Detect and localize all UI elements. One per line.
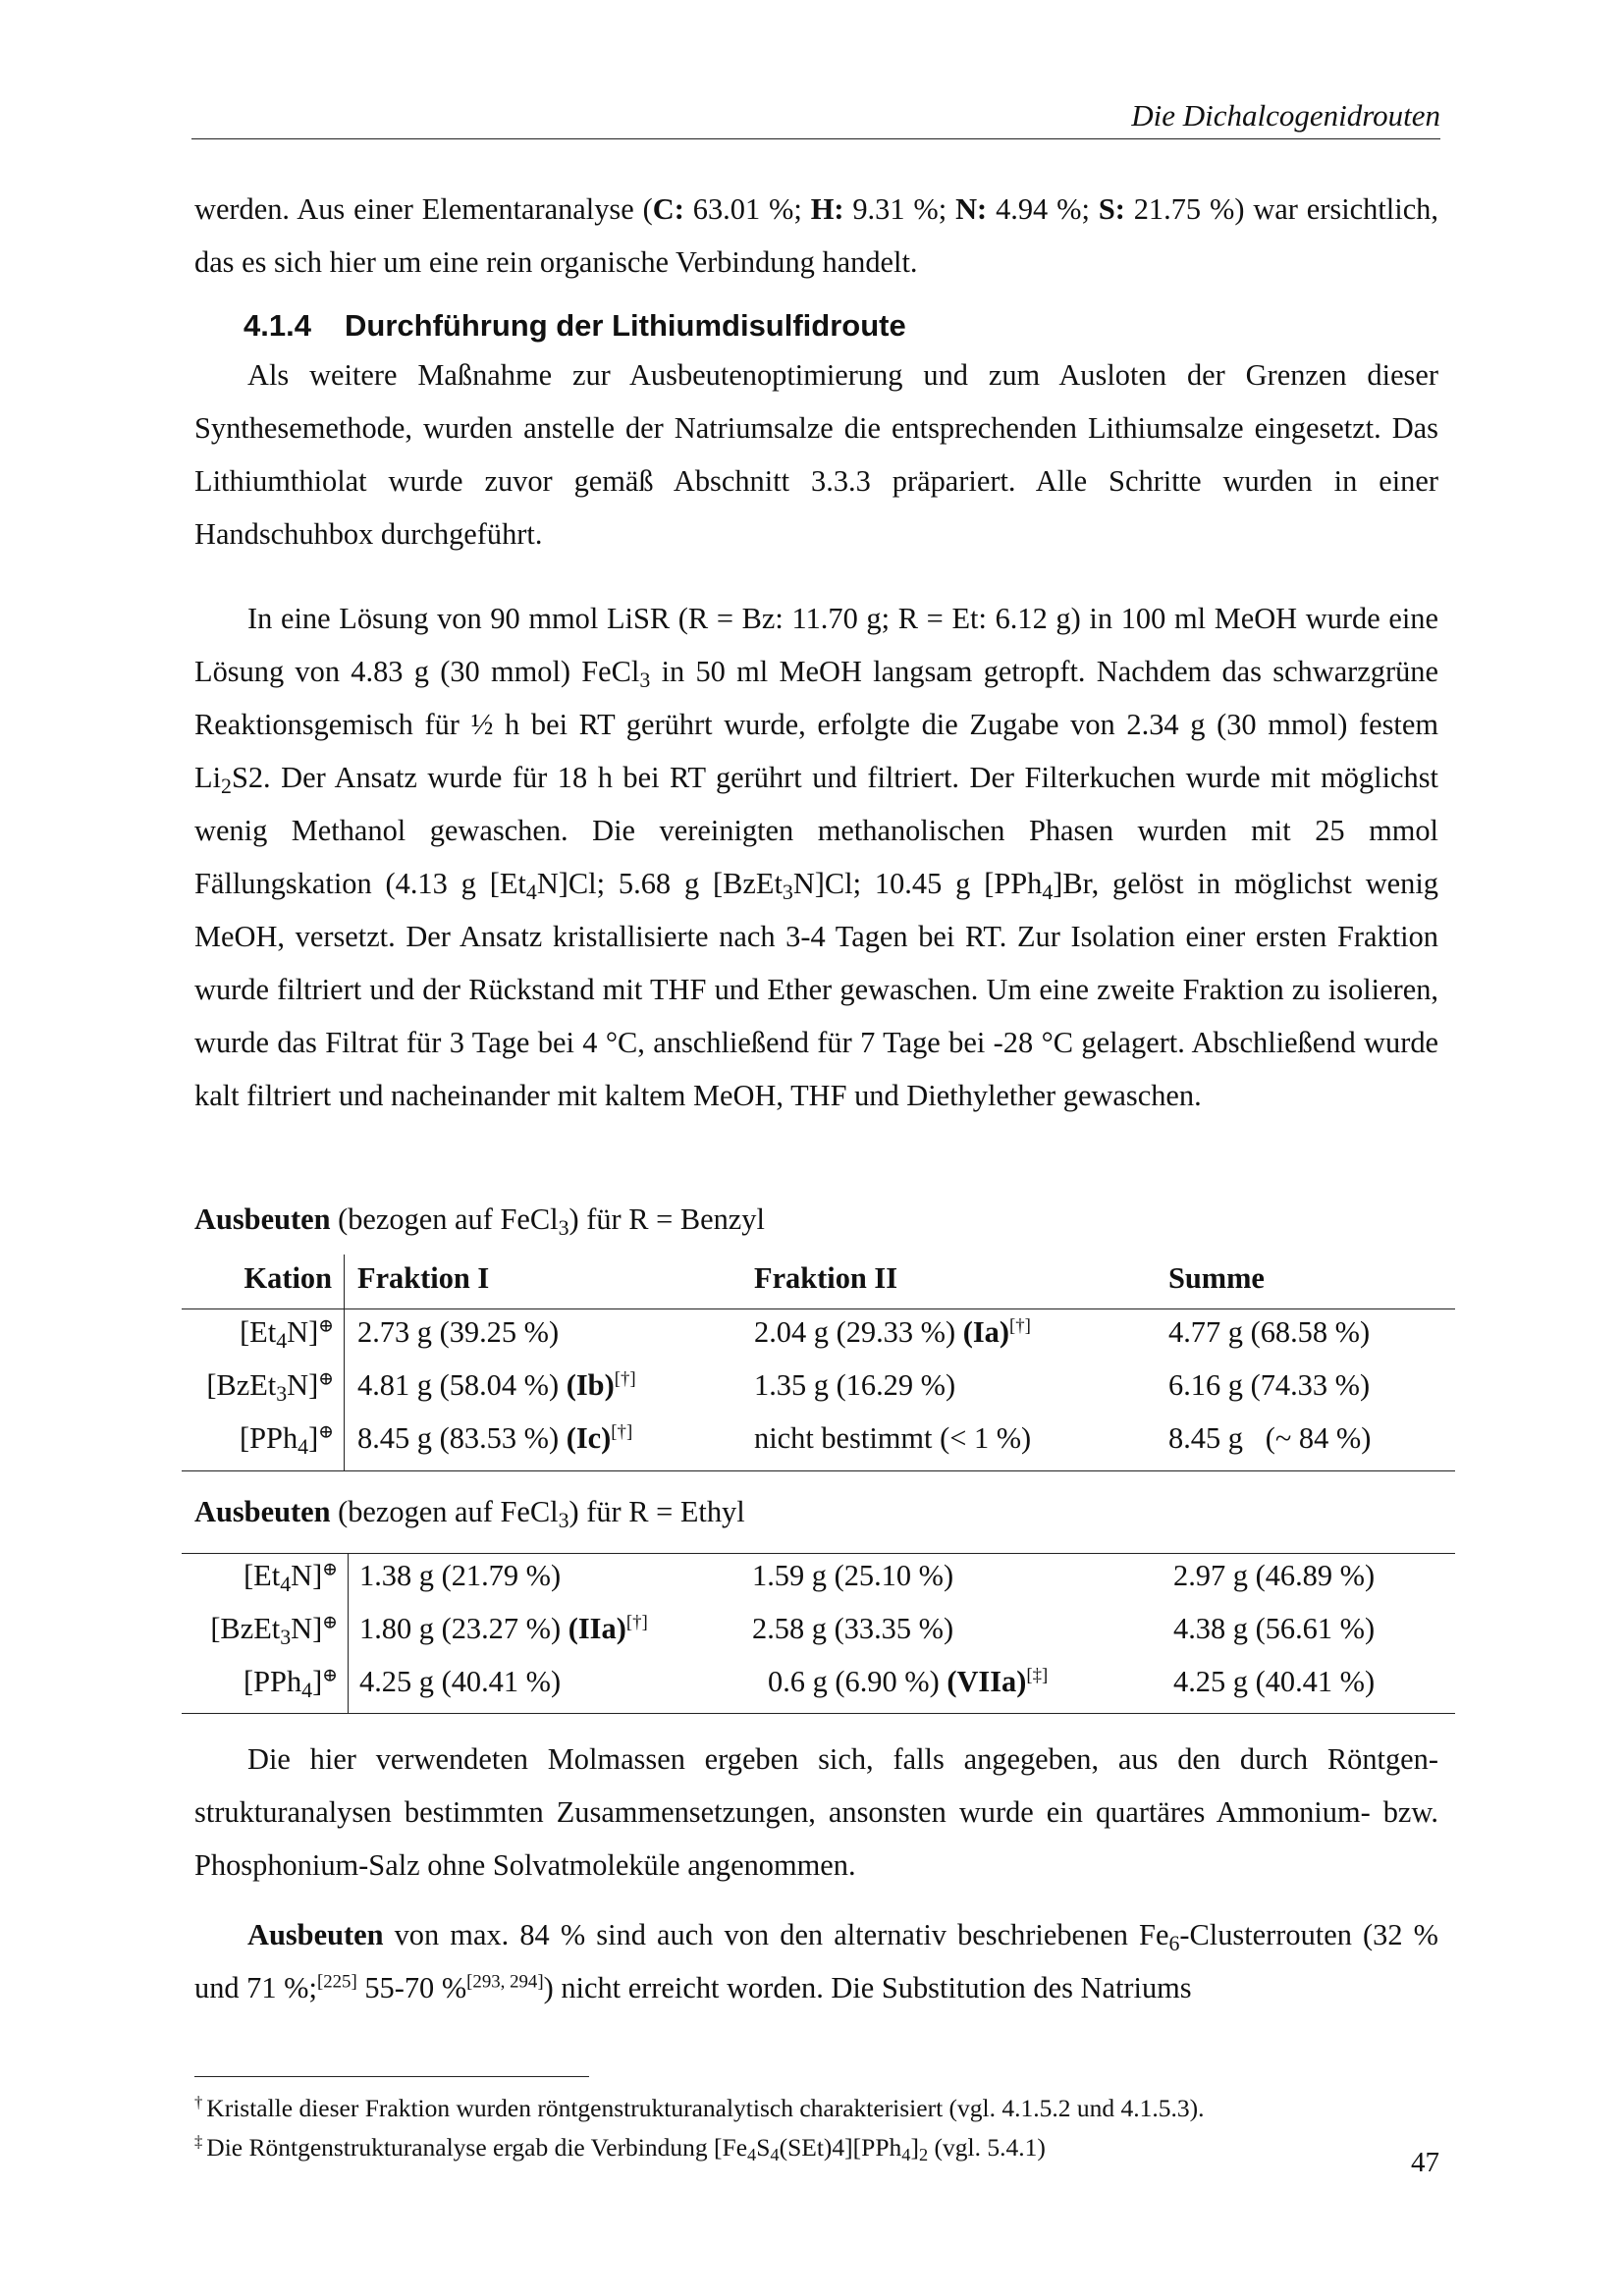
paragraph-continuation: werden. Aus einer Elementaranalyse (C: 63.01 %; H: 9.31 %; N: 4.94 %; S: 21.75 %) war ersichtlich, das es sich hier um eine rein organische Verbindung handelt. [194, 192, 1438, 279]
table-ethyl-bottom-rule [182, 1713, 1455, 1714]
section-title: Durchführung der Lithiumdisulfidroute [345, 308, 906, 343]
table-benzyl-bottom-rule [182, 1470, 1455, 1471]
paragraph-ausbeuten: Ausbeuten von max. 84 % sind auch von den alternativ beschriebenen $Fe_6$-Clusterrouten (32 % und 71 %;[225] 55-70 %[293, 294]) nicht erreicht worden. Die Substitution des Natriums [194, 1918, 1438, 2004]
table-cell: 1.35 g (16.29 %) [754, 1368, 956, 1402]
table-header-cell: Fraktion I [357, 1261, 490, 1295]
table-row-label: [BzEt$_3$N]⊕ [206, 1368, 334, 1407]
section-heading [243, 304, 906, 347]
table-cell: 1.38 g (21.79 %) [359, 1559, 562, 1592]
table-cell: 6.16 g (74.33 %) [1168, 1368, 1371, 1402]
table-row-label: [BzEt$_3$N]⊕ [210, 1612, 338, 1650]
header-rule [191, 138, 1440, 139]
table-cell: 1.80 g (23.27 %) (IIa)[†] [359, 1612, 648, 1645]
footnote-rule [194, 2076, 589, 2077]
table-cell: 4.38 g (56.61 %) [1173, 1612, 1376, 1645]
table-cell: 8.45 g (~ 84 %) [1168, 1421, 1372, 1455]
footnote-double-dagger [194, 2130, 1046, 2165]
table-row-label: [PPh$_4$]⊕ [243, 1665, 338, 1703]
section-number: 4.1.4 [243, 308, 311, 343]
table-header-cell: Kation [243, 1261, 332, 1295]
table-cell: 4.77 g (68.58 %) [1168, 1315, 1371, 1349]
table-benzyl-column-rule [344, 1255, 345, 1470]
paragraph-molmassen: Die hier verwendeten Molmassen ergeben sich, falls angegeben, aus den durch Röntgenstrukturanalysen bestimmten Zusammensetzungen, ansonsten wurde ein quartäres Ammonium- bzw. Phosphonium-Salz ohne Solvatmoleküle angenommen. [194, 1742, 1438, 1882]
table-row-label: $[Et_4N]^\oplus$ [240, 1315, 334, 1354]
table-ethyl-top-rule [182, 1553, 1455, 1554]
table-benzyl-caption: Ausbeuten (bezogen auf FeCl$_3$) für R = Benzyl [194, 1202, 765, 1241]
footnote-mark: † [194, 2092, 203, 2111]
table-row-label: $[Et_4N]^\oplus$ [243, 1559, 338, 1597]
table-header-cell: Summe [1168, 1261, 1265, 1295]
table-cell: 4.25 g (40.41 %) [359, 1665, 562, 1698]
table-cell: 0.6 g (6.90 %) (VIIa)[‡] [768, 1665, 1049, 1698]
table-cell: 4.25 g (40.41 %) [1173, 1665, 1376, 1698]
running-header: Die Dichalcogenidrouten [1131, 98, 1440, 133]
table-row-label: [PPh$_4$]⊕ [240, 1421, 334, 1460]
paragraph-intro: Als weitere Maßnahme zur Ausbeutenoptimierung und zum Ausloten der Grenzen dieser Synthesemethode, wurden anstelle der Natriumsalze die entsprechenden Lithiumsalze eingesetzt. Das Lithiumthiolat wurde zuvor gemäß Abschnitt 3.3.3 präpariert. Alle Schritte wurden in einer Handschuhbox durchgeführt. [194, 358, 1438, 551]
table-cell: 2.04 g (29.33 %) (Ia)[†] [754, 1315, 1031, 1349]
footnote-dagger [194, 2091, 1204, 2126]
table-cell: nicht bestimmt (< 1 %) [754, 1421, 1032, 1455]
table-cell: 2.97 g (46.89 %) [1173, 1559, 1376, 1592]
footnote-mark: ‡ [194, 2131, 203, 2151]
table-cell: 4.81 g (58.04 %) (Ib)[†] [357, 1368, 636, 1402]
table-benzyl-header-rule [182, 1308, 1455, 1309]
table-ethyl-caption: Ausbeuten (bezogen auf FeCl$_3$) für R = Ethyl [194, 1495, 745, 1533]
footnote-text: Die Röntgenstrukturanalyse ergab die Verbindung $[Fe_4S_4(SEt)4][PPh_4]_2$ (vgl. 5.4.1) [206, 2133, 1046, 2165]
table-cell: 2.58 g (33.35 %) [752, 1612, 954, 1645]
page-number: 47 [1411, 2147, 1439, 2178]
table-ethyl-column-rule [348, 1553, 349, 1713]
table-cell: 1.59 g (25.10 %) [752, 1559, 954, 1592]
table-header-cell: Fraktion II [754, 1261, 898, 1295]
table-cell: 8.45 g (83.53 %) (Ic)[†] [357, 1421, 633, 1455]
footnote-text: Kristalle dieser Fraktion wurden röntgenstrukturanalytisch charakterisiert (vgl. 4.1.5.2 und 4.1.5.3). [206, 2094, 1205, 2122]
paragraph-procedure: In eine Lösung von 90 mmol LiSR (R = Bz: 11.70 g; R = Et: 6.12 g) in 100 ml MeOH wurde eine Lösung von 4.83 g (30 mmol) FeCl$_3$ in 50 ml MeOH langsam getropft. Nachdem das schwarzgrüne Reaktionsgemisch für ½ h bei RT gerührt wurde, erfolgte die Zugabe von 2.34 g (30 mmol) festem $Li_2S2$. Der Ansatz wurde für 18 h bei RT gerührt und filtriert. Der Filterkuchen wurde mit möglichst wenig Methanol gewaschen. Die vereinigten methanolischen Phasen wurden mit 25 mmol Fällungskation (4.13 g $[Et_4N]Cl$; 5.68 g [BzEt$_3$N]Cl; 10.45 g [PPh$_4$]Br, gelöst in möglichst wenig MeOH, versetzt. Der Ansatz kristallisierte nach 3-4 Tagen bei RT. Zur Isolation einer ersten Fraktion wurde filtriert und der Rückstand mit THF und Ether gewaschen. Um eine zweite Fraktion zu isolieren, wurde das Filtrat für 3 Tage bei 4 °C, anschließend für 7 Tage bei -28 °C gelagert. Abschließend wurde kalt filtriert und nacheinander mit kaltem MeOH, THF und Diethylether gewaschen. [194, 602, 1438, 1112]
table-cell: 2.73 g (39.25 %) [357, 1315, 560, 1349]
